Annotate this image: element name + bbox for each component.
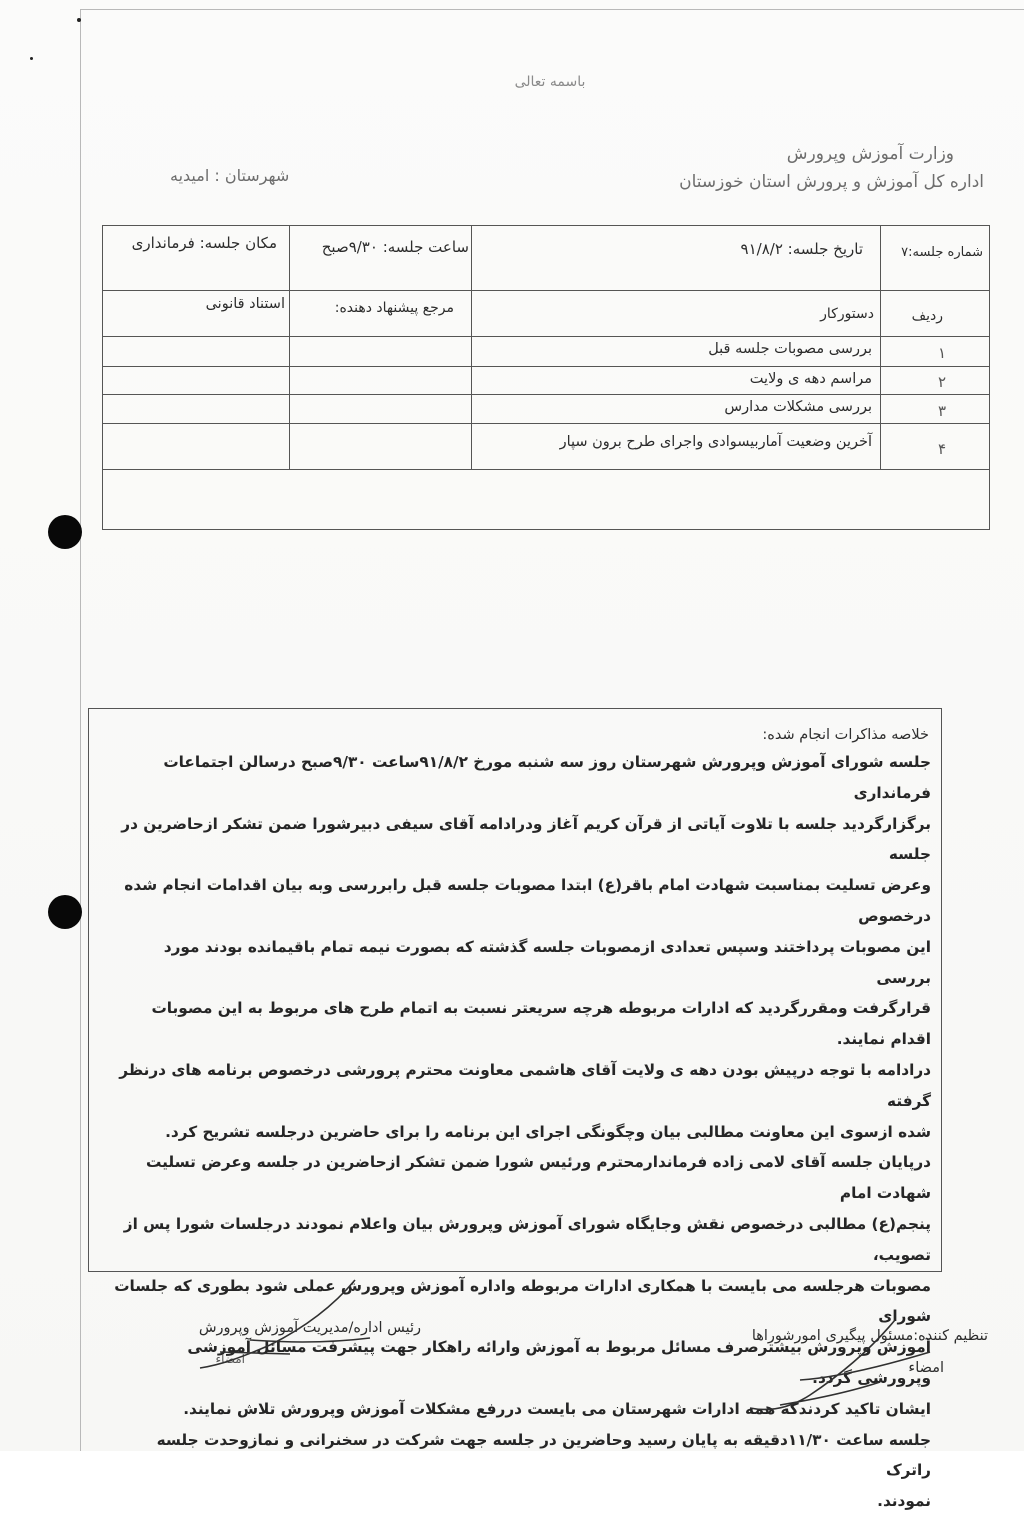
scan-speck bbox=[77, 18, 81, 22]
ministry-name: وزارت آموزش وپرورش bbox=[786, 144, 954, 164]
scan-edge-top bbox=[80, 9, 1024, 10]
agenda-row-number: ۲ bbox=[937, 373, 947, 391]
header-agenda: دستورکار bbox=[820, 306, 874, 322]
punch-hole bbox=[48, 895, 82, 929]
summary-text: جلسه شورای آموزش وپرورش شهرستان روز سه شنبه مورخ ۹۱/۸/۲ساعت ۹/۳۰صبح درسالن اجتماعات فرمانداری برگزارگردید جلسه با تلاوت آیاتی از قرآن کریم آغاز ودرادامه آقای سیفی دبیرشورا ضمن تشکر ازحاضرین در جلسه وعرض تسلیت بمناسبت شهادت امام باقر(ع) ابتدا مصوبات جلسه قبل رابررسی وبه بیان اقدامات انجام شده درخصوص این مصوبات پرداختند وسپس تعدادی ازمصوبات جلسه گذشته که بصورت نیمه تمام باقیمانده بودند مورد بررسی قرارگرفت ومقررگردید که ادارات مربوطه هرچه سریعتر نسبت به اتمام طرح های مربوط به این مصوبات اقدام نمایند. درادامه با توجه درپیش بودن دهه ی ولایت آقای هاشمی معاونت محترم پرورشی درخصوص برنامه های درنظر گرفته شده ازسوی این معاونت مطالبی بیان وچگونگی اجرای این برنامه را برای حاضرین درجلسه تشریح کرد. درپایان جلسه آقای لامی زاده فرماندارمحترم ورئیس شورا ضمن تشکر ازحاضرین در جلسه وعرض تسلیت شهادت امام پنجم(ع) مطالبی درخصوص نقش وجایگاه شورای آموزش وپرورش بیان واعلام نمودند درجلسات شورا پس از تصویب، مصوبات هرجلسه می بایست با همکاری ادارات مربوطه واداره آموزش وپرورش عملی شود بطوری که جلسات شورای آموزش وپرورش بیشترصرف مسائل مربوط به آموزش وارائه راهکار جهت پیشرفت مسائل آموزشی وپرورشی گردد. ایشان تاکید کردندکه همه ادارات شهرستان می بایست دررفع مشکلات آموزش وپرورش تلاش نمایند. جلسه ساعت ۱۱/۳۰دقیقه به پایان رسید وحاضرین در جلسه جهت شرکت در سخنرانی و نمازوحدت جلسه راترک نمودند. bbox=[114, 753, 931, 1511]
meeting-place: مکان جلسه: فرمانداری bbox=[131, 234, 277, 252]
table-line bbox=[103, 423, 989, 424]
summary-title: خلاصه مذاکرات انجام شده: bbox=[762, 727, 929, 743]
agenda-row-number: ۴ bbox=[937, 440, 947, 458]
agenda-row-item: مراسم دهه ی ولایت bbox=[749, 371, 872, 387]
agenda-row-item: بررسی مشکلات مدارس bbox=[724, 399, 872, 415]
agenda-row-number: ۱ bbox=[937, 344, 947, 362]
header-row-number: ردیف bbox=[911, 308, 943, 324]
table-line bbox=[289, 226, 290, 469]
table-line bbox=[471, 226, 472, 469]
punch-hole bbox=[48, 515, 82, 549]
meeting-time: ساعت جلسه: ۹/۳۰صبح bbox=[321, 238, 469, 256]
table-line bbox=[880, 226, 881, 469]
table-line bbox=[103, 469, 989, 470]
table-line bbox=[103, 290, 989, 291]
organizer-handwritten-signature bbox=[680, 1300, 960, 1430]
director-handwritten-signature bbox=[180, 1270, 420, 1390]
scan-speck bbox=[30, 57, 33, 60]
agenda-row-item: بررسی مصوبات جلسه قبل bbox=[708, 341, 872, 357]
agenda-row-number: ۳ bbox=[937, 402, 947, 420]
meeting-number: شماره جلسه:۷ bbox=[901, 245, 983, 260]
city-name: شهرستان : امیدیه bbox=[170, 166, 290, 185]
table-line bbox=[103, 394, 989, 395]
organizer-signature-label: امضاء bbox=[908, 1360, 944, 1376]
bismillah-heading: باسمه تعالی bbox=[514, 74, 586, 90]
agenda-row-item: آخرین وضعیت آماربیسوادی واجرای طرح برون سپار bbox=[559, 434, 872, 450]
director-signature-label: امضاء bbox=[215, 1352, 245, 1366]
office-name: اداره کل آموزش و پرورش استان خوزستان bbox=[679, 172, 984, 192]
header-legal: استناد قانونی bbox=[205, 296, 285, 312]
director-signature-title: رئیس اداره/مدیریت آموزش وپرورش bbox=[198, 1320, 421, 1336]
table-line bbox=[103, 336, 989, 337]
header-proposer: مرجع پیشنهاد دهنده: bbox=[334, 300, 454, 316]
table-line bbox=[103, 366, 989, 367]
meeting-date: تاریخ جلسه: ۹۱/۸/۲ bbox=[740, 240, 863, 258]
agenda-table bbox=[102, 225, 990, 530]
scan-edge-left bbox=[80, 9, 81, 1451]
organizer-signature-title: تنظیم کننده:مسئول پیگیری امورشوراها bbox=[751, 1328, 988, 1344]
